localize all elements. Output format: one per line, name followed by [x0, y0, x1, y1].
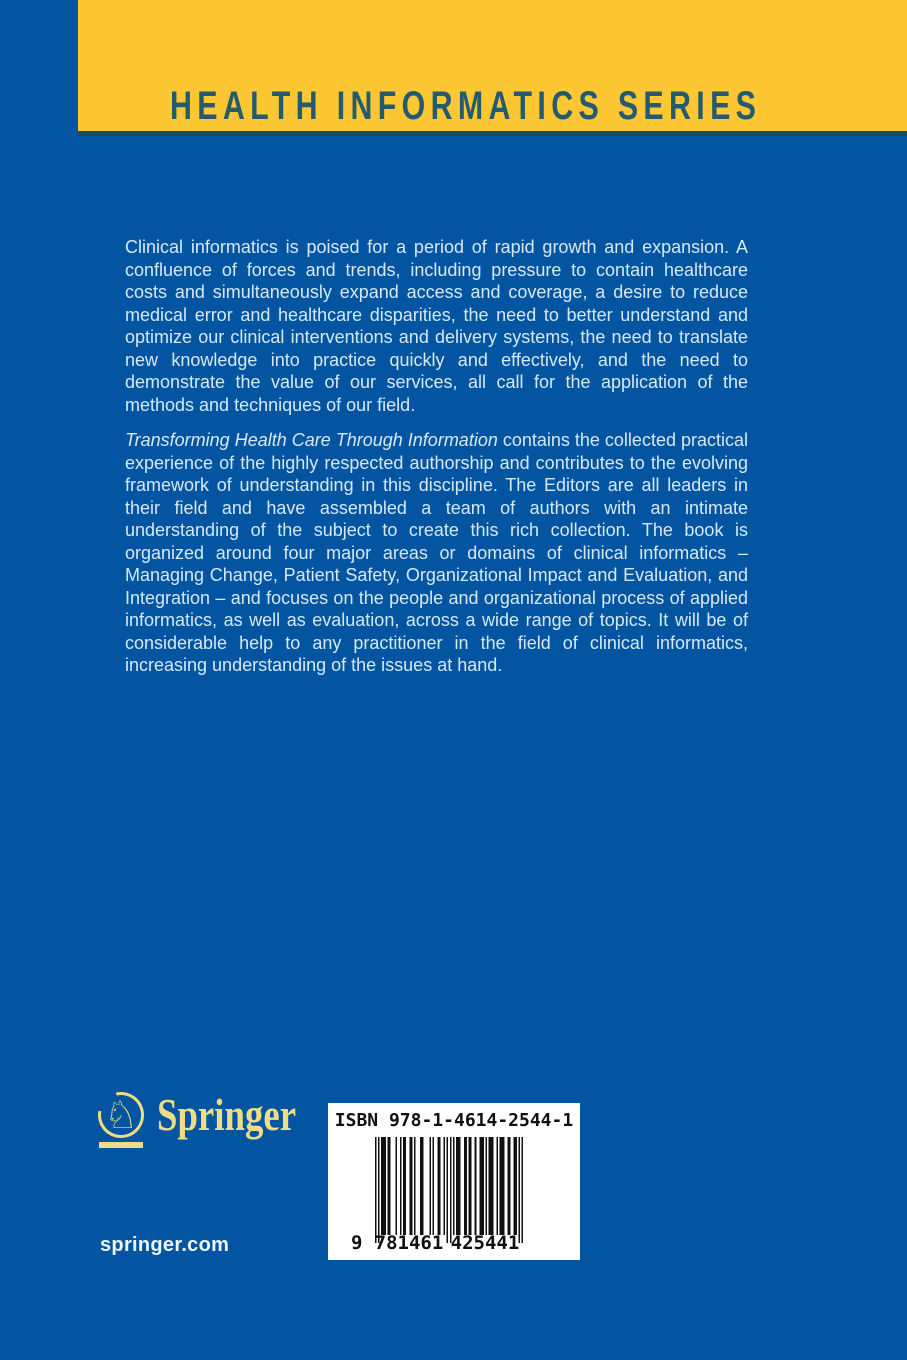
website-url: springer.com [100, 1234, 230, 1256]
springer-logo [96, 1086, 331, 1154]
book-title-italic: Transforming Health Care Through Information [125, 430, 498, 450]
barcode-digits [351, 1232, 523, 1254]
springer-wordmark: Springer [157, 1089, 297, 1140]
barcode-bars [375, 1137, 523, 1243]
digit-group-1: 781461 [374, 1232, 444, 1254]
series-banner [78, 0, 907, 136]
paragraph-2 [125, 429, 748, 677]
isbn-barcode [328, 1103, 580, 1260]
paragraph-1: Clinical informatics is poised for a period of rapid growth and expansion. A confluence of forces and trends, including pressure to contain healthcare costs and simultaneously expand access and coverage, a desire to reduce medical error and healthcare disparities, the need to better understand and optimize our clinical interventions and delivery systems, the need to translate new knowledge into practice quickly and effectively, and the need to demonstrate the value of our services, all call for the application of the methods and techniques of our field. [125, 237, 748, 415]
springer-horse-icon [96, 1086, 150, 1152]
back-cover-text [125, 236, 748, 677]
digit-first: 9 [351, 1232, 363, 1254]
paragraph-2-rest: contains the collected practical experience of the highly respected authorship and contributes to the evolving framework of understanding in this discipline. The Editors are all leaders in their field and have assembled a team of authors with an intimate understanding of the subject to create this rich collection. The book is organized around four major areas or domains of clinical informatics – Managing Change, Patient Safety, Organizational Impact and Evaluation, and Integration – and focuses on the people and organizational process of applied informatics, as well as evaluation, across a wide range of topics. It will be of considerable help to any practitioner in the field of clinical informatics, increasing understanding of the issues at hand. [125, 430, 748, 675]
isbn-label: ISBN 978-1-4614-2544-1 [334, 1110, 574, 1131]
svg-text:♘: ♘ [103, 1093, 139, 1137]
series-title: HEALTH INFORMATICS SERIES [170, 84, 762, 128]
digit-group-2: 425441 [450, 1232, 520, 1254]
